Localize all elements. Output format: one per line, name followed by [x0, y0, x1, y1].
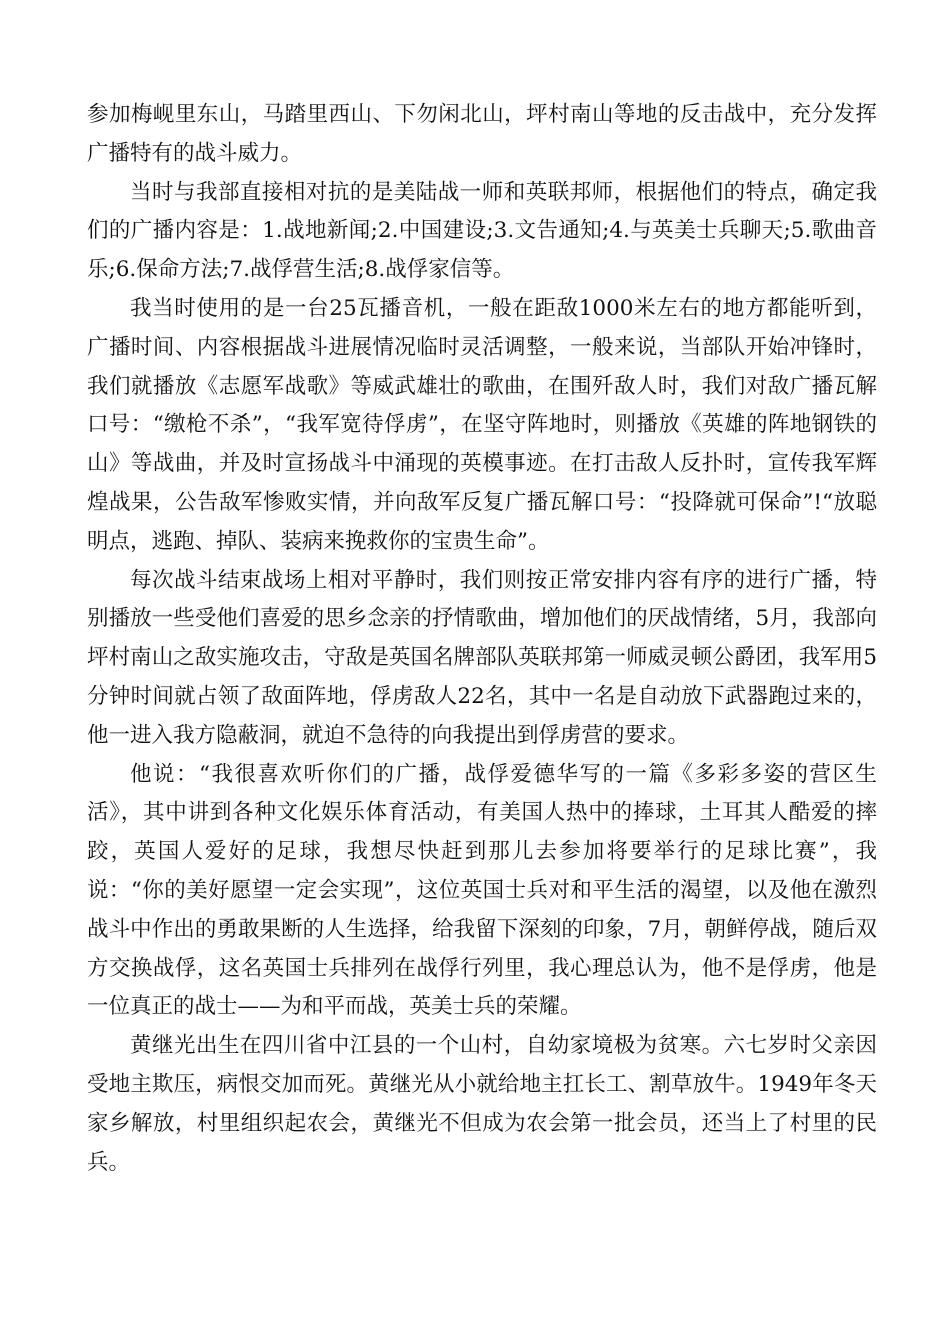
paragraph-2: 当时与我部直接相对抗的是美陆战一师和英联邦师，根据他们的特点，确定我们的广播内容是：1.战地新闻;2.中国建设;3.文告通知;4.与英美士兵聊天;5.歌曲音乐;6.保命方法;7.战俘营生活;8.战俘家信等。	[87, 179, 877, 283]
paragraph-3: 我当时使用的是一台25瓦播音机，一般在距敌1000米左右的地方都能听到，广播时间、内容根据战斗进展情况临时灵活调整，一般来说，当部队开始冲锋时，我们就播放《志愿军战歌》等威武雄壮的歌曲，在围歼敌人时，我们对敌广播瓦解口号：“缴枪不杀”，“我军宽待俘虏”，在坚守阵地时，则播放《英雄的阵地钢铁的山》等战曲，并及时宣扬战斗中涌现的英模事迹。在打击敌人反扑时，宣传我军辉煌战果，公告敌军惨败实情，并向敌军反复广播瓦解口号：“投降就可保命”!“放聪明点，逃跑、掉队、装病来挽救你的宝贵生命”。	[87, 295, 877, 554]
body-text	[87, 96, 877, 1182]
paragraph-5: 他说：“我很喜欢听你们的广播，战俘爱德华写的一篇《多彩多姿的营区生活》，其中讲到各种文化娱乐体育活动，有美国人热中的捧球，土耳其人酷爱的摔跤，英国人爱好的足球，我想尽快赶到那儿去参加将要举行的足球比赛”，我说：“你的美好愿望一定会实现”，这位英国士兵对和平生活的渴望，以及他在激烈战斗中作出的勇敢果断的人生选择，给我留下深刻的印象，7月，朝鲜停战，随后双方交换战俘，这名英国士兵排列在战俘行列里，我心理总认为，他不是俘虏，他是一位真正的战士——为和平而战，英美士兵的荣耀。	[87, 761, 877, 1020]
paragraph-6: 黄继光出生在四川省中江县的一个山村，自幼家境极为贫寒。六七岁时父亲因受地主欺压，病恨交加而死。黄继光从小就给地主扛长工、割草放牛。1949年冬天家乡解放，村里组织起农会，黄继光不但成为农会第一批会员，还当上了村里的民兵。	[87, 1033, 877, 1175]
paragraph-1: 参加梅岘里东山，马踏里西山、下勿闲北山，坪村南山等地的反击战中，充分发挥广播特有的战斗威力。	[87, 102, 877, 166]
paragraph-4: 每次战斗结束战场上相对平静时，我们则按正常安排内容有序的进行广播，特别播放一些受他们喜爱的思乡念亲的抒情歌曲，增加他们的厌战情绪，5月，我部向坪村南山之敌实施攻击，守敌是英国名牌部队英联邦第一师威灵顿公爵团，我军用5分钟时间就占领了敌面阵地，俘虏敌人22名，其中一名是自动放下武器跑过来的，他一进入我方隐蔽洞，就迫不急待的向我提出到俘虏营的要求。	[87, 567, 877, 748]
